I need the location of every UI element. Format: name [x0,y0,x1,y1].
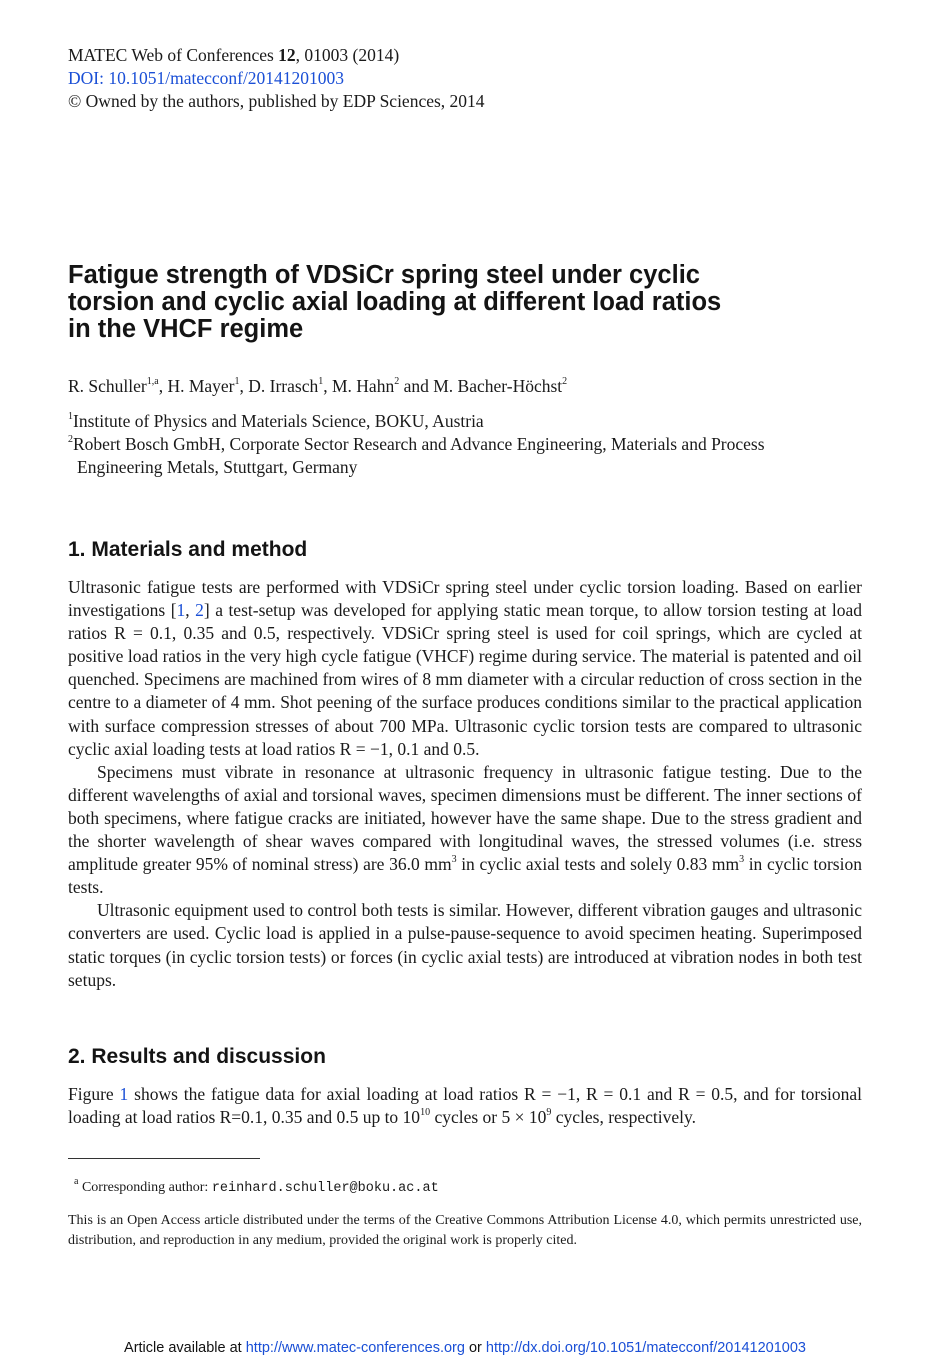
superscript: 9 [546,1107,552,1119]
paragraph-text: shows the fatigue data for axial loading at load ratios R = −1, R = 0.1 and R = 0.5, and for torsional loading at load ratios R=0.1, 0.35 and 0.5 up to 10 [68,1084,862,1128]
title-line-3: in the VHCF regime [68,315,304,343]
author-name: M. Bacher-Höchst [433,376,563,396]
author-name: M. Hahn [331,376,395,396]
paragraph-text: in cyclic torsion tests. [68,854,862,898]
paragraph [68,1083,862,1129]
journal-header [68,44,485,113]
author-separator: , [239,376,249,396]
affiliation-2-continued: Engineering Metals, Stuttgart, Germany [77,457,358,477]
author-name: D. Irrasch [248,376,319,396]
superscript: 3 [739,854,745,866]
citation-link[interactable]: 1 [176,600,186,621]
paragraph-text: Figure [68,1084,120,1104]
availability-text: or [464,1340,486,1356]
paragraph [68,576,862,761]
affiliation-text: Institute of Physics and Materials Science, BOKU, Austria [73,411,484,431]
paragraph-text: ] a test-setup was developed for applying static mean torque, to allow torsion testing at load ratios R = 0.1, 0.35 and 0.5, respectively. VDSiCr spring steel is used for coil springs, which are cycled at positive load ratios in the very high cycle fatigue (VHCF) regime during service. The material is patented and oil quenched. Specimens are machined from wires of 8 mm diameter with a circular reduction of cross section in the centre to a diameter of 4 mm. Shot peening of the surface produces conditions similar to the practical application with surface compression stresses of about 700 MPa. Ultrasonic cyclic torsion tests are compared to ultrasonic cyclic axial loading tests at load ratios R = −1, 0.1 and 0.5. [68,600,862,759]
footnote-mark: a [74,1176,79,1188]
paper-title [68,262,828,343]
footnote-divider [68,1158,260,1159]
section-body-results [68,1083,862,1129]
section-body-materials [68,576,862,992]
corresponding-author-footnote [74,1176,439,1196]
paragraph-text: Ultrasonic fatigue tests are performed with VDSiCr spring steel under cyclic torsion loading. Based on earlier investigations [ [68,577,862,621]
author-email[interactable]: reinhard.schuller@boku.ac.at [211,1181,439,1196]
superscript: 3 [451,854,457,866]
paragraph: Ultrasonic equipment used to control both tests is similar. However, different vibration gauges and ultrasonic converters are used. Cyclic load is applied in a pulse-pause-sequence to avoid specimen heating. Superimposed static torques (in cyclic torsion tests) or forces (in cyclic axial tests) are introduced at vibration nodes in both test setups. [68,900,862,990]
doi-link[interactable]: DOI: 10.1051/matecconf/20141201003 [68,68,345,88]
affiliation-mark: 2 [68,434,73,446]
license-notice: This is an Open Access article distributed under the terms of the Creative Commons Attribution License 4.0, which permits unrestricted use, distribution, and reproduction in any medium, provided the original work is properly cited. [68,1213,862,1248]
paragraph-text: cycles, respectively. [551,1107,696,1128]
author-separator: , [158,376,168,396]
author-affiliation-mark: 1,a [146,376,159,388]
affiliation-2 [68,434,765,455]
author-affiliation-mark: 1 [318,376,324,388]
availability-text: Article available at [124,1340,246,1356]
superscript: 10 [420,1107,431,1119]
paragraph-text: in cyclic axial tests and solely 0.83 mm [456,854,740,875]
author-separator: , [323,376,332,396]
paragraph-text: , [185,600,196,621]
availability-footer [0,1340,930,1356]
section-heading-materials: 1. Materials and method [68,538,308,561]
citation-link[interactable]: 2 [195,600,204,621]
author-list [68,376,567,397]
article-number: , 01003 (2014) [295,45,400,65]
author-name: R. Schuller [68,376,147,396]
author-affiliation-mark: 2 [562,376,568,388]
title-line-2: torsion and cyclic axial loading at different load ratios [68,288,722,316]
title-line-1: Fatigue strength of VDSiCr spring steel under cyclic [68,261,700,289]
paragraph [68,761,862,900]
affiliation-text: Robert Bosch GmbH, Corporate Sector Research and Advance Engineering, Materials and Process [73,434,765,454]
journal-name: MATEC Web of Conferences [68,45,279,65]
affiliation-1 [68,411,484,432]
author-name: H. Mayer [167,376,235,396]
author-separator: and [399,376,434,396]
journal-citation [68,44,485,67]
conference-link[interactable]: http://www.matec-conferences.org [245,1340,465,1356]
copyright-notice: © Owned by the authors, published by EDP Sciences, 2014 [68,91,485,111]
paragraph-text: Specimens must vibrate in resonance at ultrasonic frequency in ultrasonic fatigue testing. Due to the different wavelengths of axial and torsional waves, specimen dimensions must be different. The inner sections of both specimens, where fatigue cracks are initiated, however have the same shape. Due to the stress gradient and the shorter wavelength of shear waves compared with longitudinal waves, the stressed volumes (i.e. stress amplitude greater 95% of nominal stress) are 36.0 mm [68,761,862,875]
journal-volume: 12 [278,45,296,65]
section-heading-results: 2. Results and discussion [68,1045,326,1068]
author-affiliation-mark: 1 [234,376,240,388]
doi-url-link[interactable]: http://dx.doi.org/10.1051/matecconf/20141201003 [485,1340,806,1356]
figure-link[interactable]: 1 [119,1084,129,1104]
footnote-label: Corresponding author: [78,1180,212,1195]
author-affiliation-mark: 2 [394,376,400,388]
affiliation-mark: 1 [68,411,73,423]
paragraph-text: cycles or 5 × 10 [430,1107,547,1128]
